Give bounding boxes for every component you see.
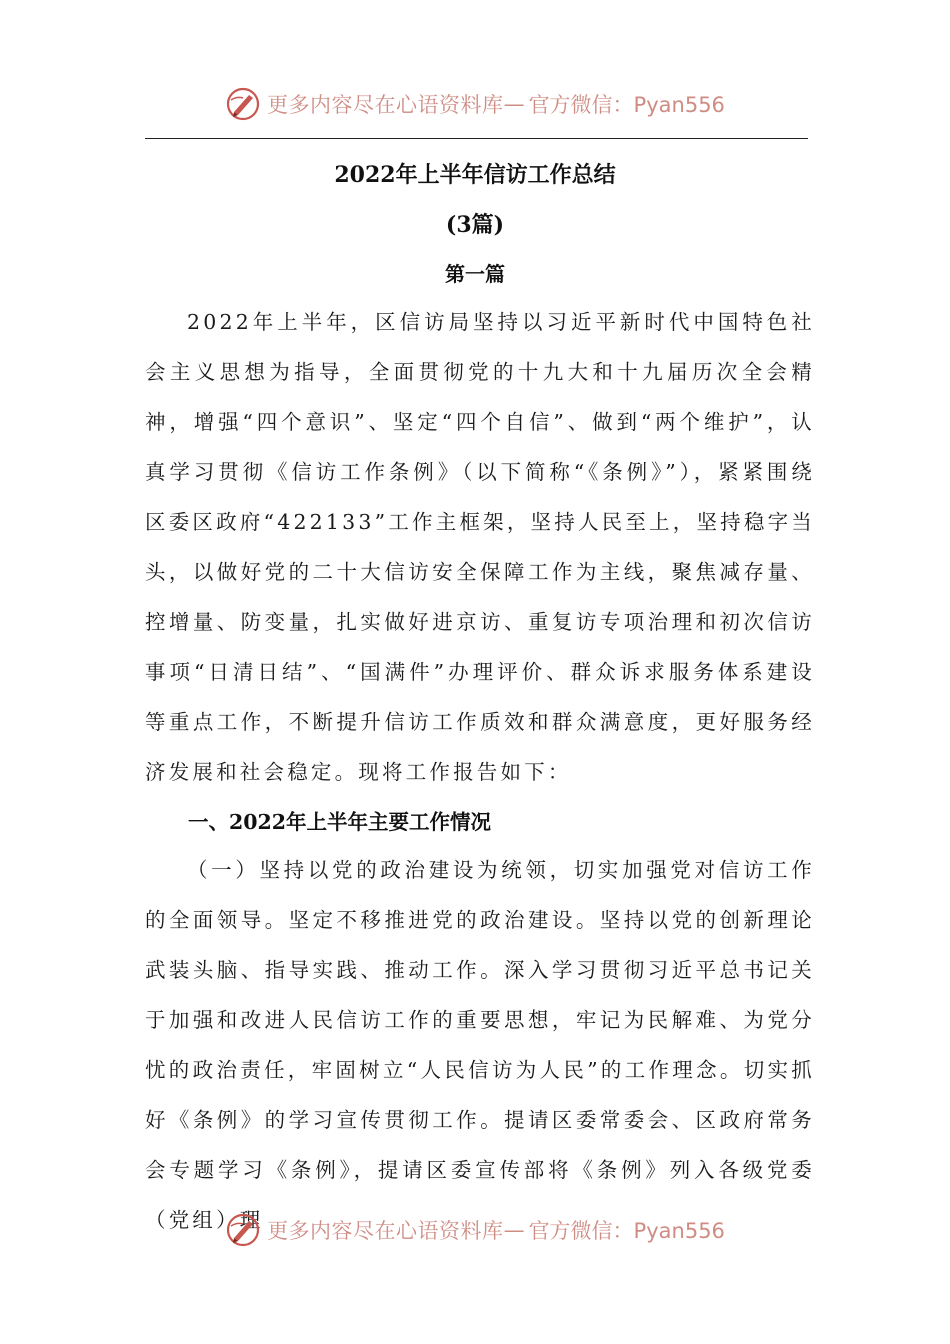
section-title: 第一篇: [445, 262, 505, 286]
banner-contact: 官方微信：Pyan556: [528, 1219, 725, 1243]
banner-text: 更多内容尽在心语资料库: [267, 1219, 504, 1243]
banner-separator: —: [503, 92, 525, 116]
section-heading: 一、2022年上半年主要工作情况: [188, 810, 492, 834]
header-divider: [145, 138, 808, 139]
footer-banner: [0, 1208, 950, 1252]
pen-logo-icon: [225, 86, 261, 122]
banner-contact: 官方微信：Pyan556: [528, 93, 725, 117]
body-paragraph: （一）坚持以党的政治建设为统领，切实加强党对信访工作的全面领导。坚定不移推进党的政治建设。坚持以党的创新理论武装头脑、指导实践、推动工作。深入学习贯彻习近平总书记关于加强和改进人民信访工作的重要思想，牢记为民解难、为党分忧的政治责任，牢固树立“人民信访为人民”的工作理念。切实抓好《条例》的学习宣传贯彻工作。提请区委常委会、区政府常务会专题学习《条例》，提请区委宣传部将《条例》列入各级党委（党组）理: [145, 858, 815, 1232]
body-paragraph: 2022年上半年，区信访局坚持以习近平新时代中国特色社会主义思想为指导，全面贯彻党的十九大和十九届历次全会精神，增强“四个意识”、坚定“四个自信”、做到“两个维护”，认真学习贯彻《信访工作条例》（以下简称“《条例》”），紧紧围绕区委区政府“422133”工作主框架，坚持人民至上，坚持稳字当头，以做好党的二十大信访安全保障工作为主线，聚焦减存量、控增量、防变量，扎实做好进京访、重复访专项治理和初次信访事项“日清日结”、“国满件”办理评价、群众诉求服务体系建设等重点工作，不断提升信访工作质效和群众满意度，更好服务经济发展和社会稳定。现将工作报告如下：: [145, 310, 815, 784]
header-banner: [0, 82, 950, 126]
pen-logo-icon: [225, 1212, 261, 1248]
document-title: 2022年上半年信访工作总结: [334, 162, 616, 188]
banner-separator: —: [503, 1218, 525, 1242]
banner-text: 更多内容尽在心语资料库: [267, 93, 504, 117]
document-subtitle: (3篇): [445, 212, 505, 238]
